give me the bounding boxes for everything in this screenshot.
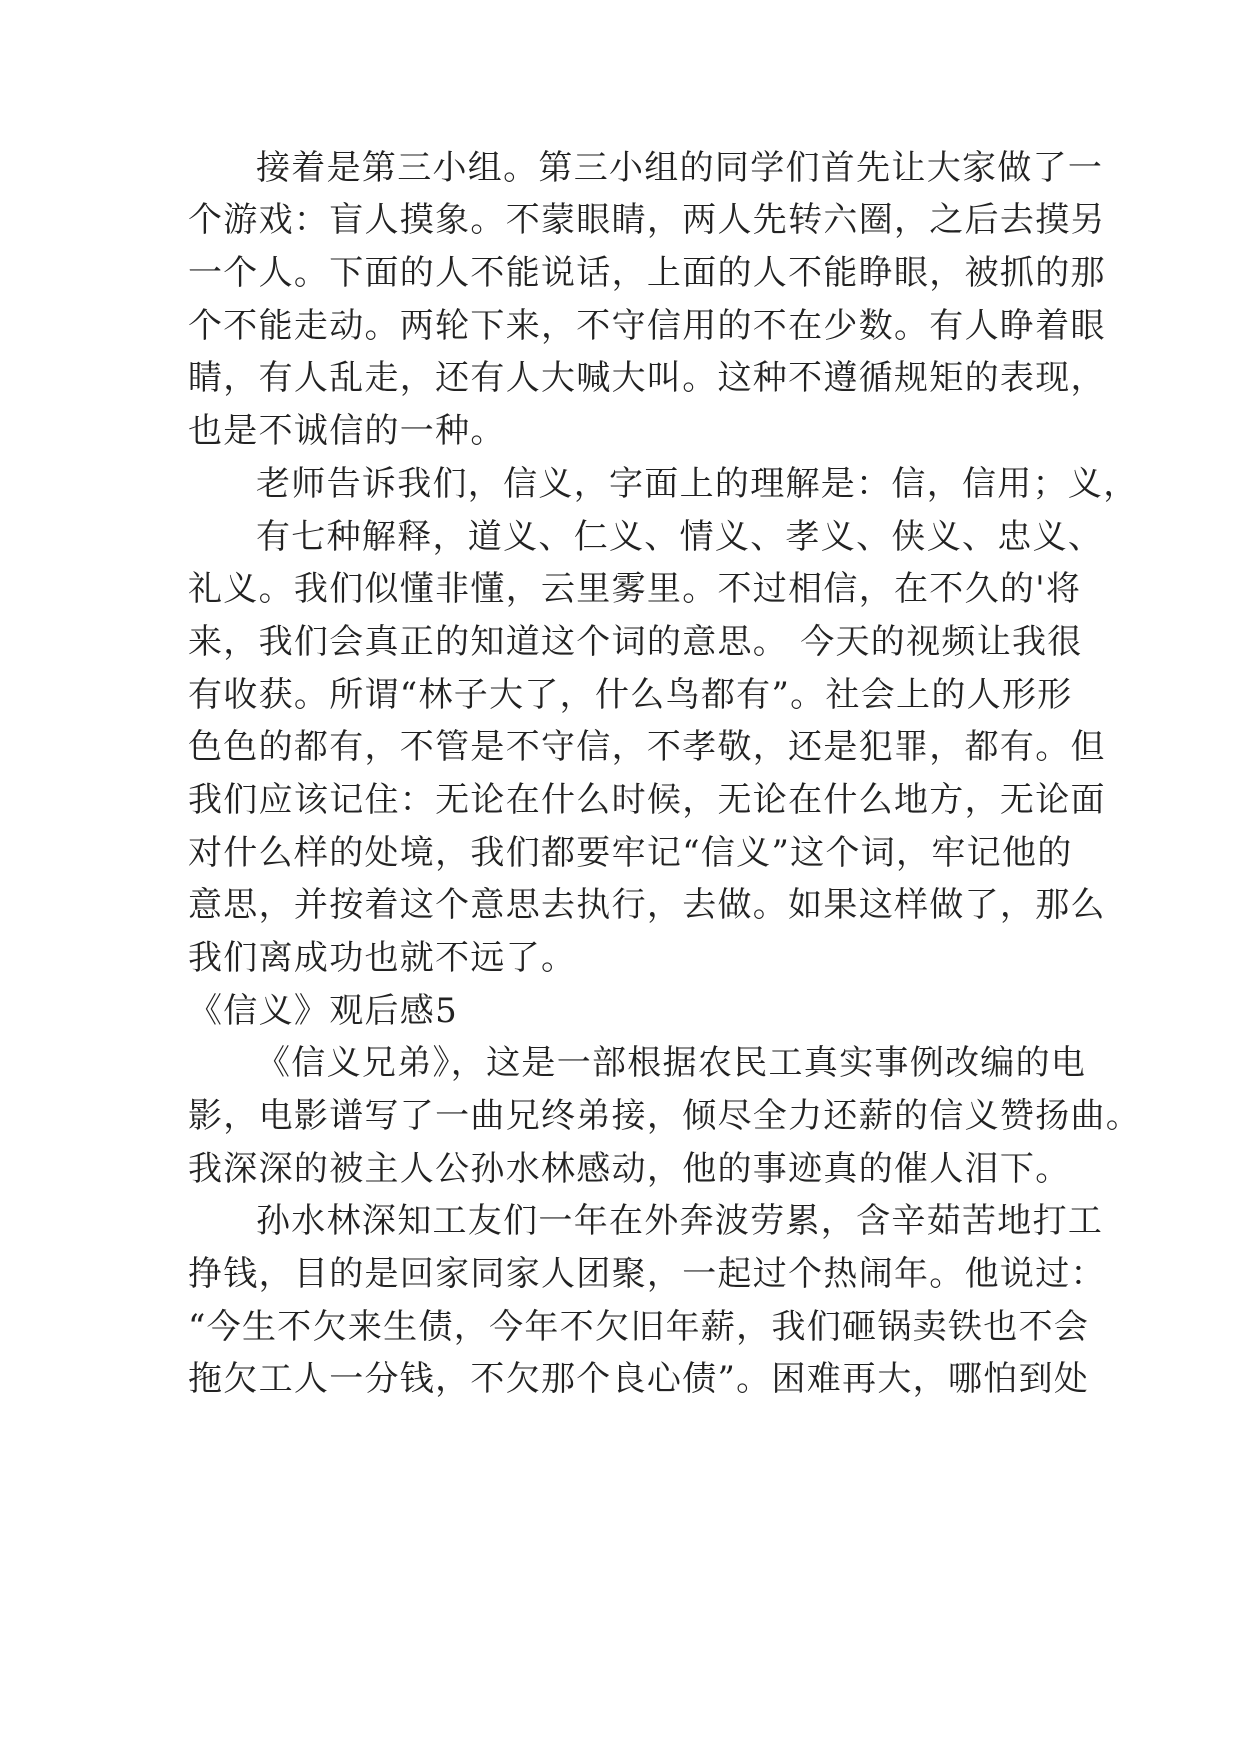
- section-heading: 《信义》观后感5: [188, 991, 459, 1031]
- paragraph-line: 影，电影谱写了一曲兄终弟接，倾尽全力还薪的信义赞扬曲。: [188, 1096, 1142, 1136]
- paragraph-line: 老师告诉我们，信义，字面上的理解是：信，信用；义，: [256, 464, 1139, 504]
- paragraph-line: 孙水林深知工友们一年在外奔波劳累，含辛茹苦地打工: [256, 1201, 1104, 1241]
- paragraph-line: 色色的都有，不管是不守信，不孝敬，还是犯罪，都有。但: [188, 727, 1106, 767]
- paragraph-line: 我们离成功也就不远了。: [188, 938, 577, 978]
- paragraph-line: 个游戏：盲人摸象。不蒙眼睛，两人先转六圈，之后去摸另: [188, 200, 1106, 240]
- paragraph-line: 对什么样的处境，我们都要牢记“信义”这个词，牢记他的: [188, 833, 1073, 873]
- paragraph-line: 个不能走动。两轮下来，不守信用的不在少数。有人睁着眼: [188, 306, 1106, 346]
- paragraph-line: 礼义。我们似懂非懂，云里雾里。不过相信，在不久的'将: [188, 569, 1082, 609]
- paragraph-line: 挣钱，目的是回家同家人团聚，一起过个热闹年。他说过：: [188, 1254, 1106, 1294]
- paragraph-line: 《信义兄弟》，这是一部根据农民工真实事例改编的电: [256, 1043, 1087, 1083]
- paragraph-line: “今生不欠来生债，今年不欠旧年薪，我们砸锅卖铁也不会: [188, 1307, 1090, 1347]
- paragraph-line: 有收获。所谓“林子大了，什么鸟都有”。社会上的人形形: [188, 675, 1073, 715]
- paragraph-line: 来，我们会真正的知道这个词的意思。 今天的视频让我很: [188, 622, 1083, 662]
- paragraph-line: 拖欠工人一分钱，不欠那个良心债”。困难再大，哪怕到处: [188, 1359, 1090, 1399]
- paragraph-line: 也是不诚信的一种。: [188, 411, 506, 451]
- paragraph-line: 我们应该记住：无论在什么时候，无论在什么地方，无论面: [188, 780, 1106, 820]
- paragraph-line: 有七种解释，道义、仁义、情义、孝义、侠义、忠义、: [256, 517, 1104, 557]
- paragraph-line: 睛，有人乱走，还有人大喊大叫。这种不遵循规矩的表现，: [188, 358, 1106, 398]
- paragraph-line: 一个人。下面的人不能说话，上面的人不能睁眼，被抓的那: [188, 253, 1106, 293]
- paragraph-line: 我深深的被主人公孙水林感动，他的事迹真的催人泪下。: [188, 1149, 1071, 1189]
- paragraph-line: 意思，并按着这个意思去执行，去做。如果这样做了，那么: [188, 885, 1106, 925]
- paragraph-line: 接着是第三小组。第三小组的同学们首先让大家做了一: [256, 148, 1104, 188]
